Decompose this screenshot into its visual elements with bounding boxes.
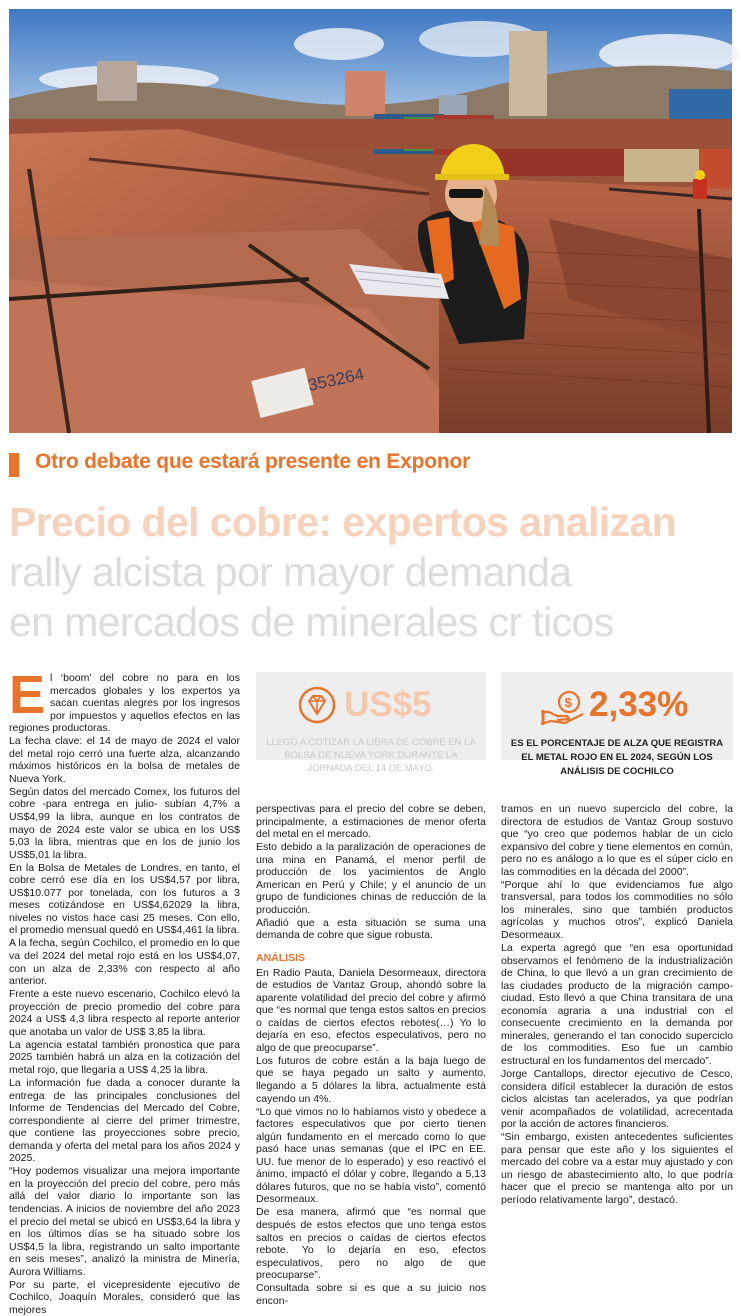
svg-text:$: $ [564,695,572,710]
article-paragraph: La agencia estatal también pronostica que para 2025 también habrá un alza en la cotización del metal rojo, que llegaría a US$ 4,25 la libra. [9,1038,240,1076]
stat-box-price [256,672,486,774]
article-paragraph: “Lo que vimos no lo habíamos visto y obedece a factores especulativos que por cierto tienen algún fundamento en el mercado como lo que pasó hace unas semanas (que el IPC en EE. UU. fue menor de lo esperado) y eso reactivó el ánimo, impactó el dólar y cobre, llegando a 5,13 dólares futuros, que no se había visto”, comentó Desormeaux. [256,1105,486,1206]
article-paragraph: Los futuros de cobre están a la baja luego de que se haya pegado un salto y aumento, llegando a 5 dólares la libra, actualmente está cayendo un 4%. [256,1054,486,1105]
article-paragraph: En Radio Pauta, Daniela Desormeaux, directora de estudios de Vantaz Group, ahondó sobre la aparente volatilidad del precio del cobre y afirmó que “es normal que tenga estos saltos en precios o caídas de ciertos efectos rebotes(…) Yo lo dejaría en eso, efectos especulativos, pero no algo de que preocuparse”. [256,966,486,1054]
drop-cap: E [9,665,46,725]
article-column-2 [256,803,486,1307]
article-paragraph: En la Bolsa de Metales de Londres, en tanto, el cobre cerró ese día en los US$4,57 por libra, US$10.077 por tonelada, con los futuros a 3 meses cotizándose en US$4,62029 la libra, niveles no vistos hace casi 25 meses. Con ello, el promedio mensual quedó en US$4,461 la libra. [9,861,240,937]
article-paragraph: “Sin embargo, existen antecedentes suficientes para pensar que este año y los siguientes el mercado del cobre va a estar muy ajustado y con un riesgo de abastecimiento alto, lo que podría hacer que el precio se mantenga alto por un período relativamente largo”, destacó. [501,1131,733,1206]
article-paragraph: Consultada sobre si es que a su juicio nos encon- [256,1282,486,1307]
article-paragraph: El ‘boom’ del cobre no para en los mercados globales y los expertos ya sacan cuentas alegres por los ingresos por impuestos y aquellos efectos en las regiones productoras. [9,665,240,735]
article-paragraph: Según datos del mercado Comex, los futuros del cobre -para entrega en julio- subían 4,7% a US$4,99 la libra, aunque en los contratos de mayo de 2024 este valor se ubica en los US$ 5,03 la libra, mientras que en los de junio los US$5,01 la libra. [9,785,240,861]
article-paragraph: A la fecha, según Cochilco, el promedio en lo que va del 2024 del metal rojo está en los US$4,07, con un alza de 2,33% con respecto al año anterior. [9,937,240,988]
article-paragraph: Jorge Cantallops, director ejecutivo de Cesco, considera difícil establecer la duración de estos ciclos alcistas tan acelerados, ya que podrían venir acompañados de volatilidad, acrecentada por la acción de actores financieros. [501,1067,733,1131]
section-title-analisis: ANÁLISIS [256,952,306,965]
hand-money-icon [539,690,587,726]
article-paragraph: perspectivas para el precio del cobre se deben, principalmente, a estimaciones de menor oferta del metal en el mercado. [256,803,486,841]
article-paragraph: Añadió que a esta situación se suma una demanda de cobre que sigue robusta. [256,916,486,942]
headline [9,497,733,647]
article-paragraph: “Porque ahí lo que evidenciamos fue algo transversal, para todos los commodities no sólo los minerales, sino que también productos agrícolas y muchos otros”, explicó Daniela Desormeaux. [501,878,733,941]
stat-box-percentage [501,672,733,777]
article-paragraph: La información fue dada a conocer durante la entrega de las principales conclusiones del Informe de Tendencias del Mercado del Cobre, correspondiente al cierre del primer trimestre, que contiene las proyecciones sobre precio, demanda y oferta del metal para los años 2024 y 2025. [9,1077,240,1165]
article-paragraph: tramos en un nuevo superciclo del cobre, la directora de estudios de Vantaz Group sostuvo que “yo creo que podemos hablar de un ciclo expansivo del cobre y tiene elementos en común, pero no es análogo a lo que es el súper ciclo en las commodities en la década del 2000”. [501,803,733,878]
article-column-1 [9,665,240,1316]
article-paragraph: “Hoy podemos visualizar una mejora importante en la proyección del precio del cobre, pero más allá del valor diario lo importante son las tendencias. A inicios de noviembre del año 2023 el precio del metal se ubicó en US$3,64 la libra y en los últimos días se ha situado sobre los US$4,5 la libra, registrando un salto importante en seis meses”, analizó la ministra de Minería, Aurora Williams. [9,1165,240,1278]
article-paragraph: Por su parte, el vicepresidente ejecutivo de Cochilco, Joaquín Morales, consideró que las mejores [9,1278,240,1316]
stat-description-percentage: ES EL PORCENTAJE DE ALZA QUE REGISTRA EL METAL ROJO EN EL 2024, SEGÚN LOS ANÁLISIS DE COCHILCO [510,738,724,777]
headline-line-3: en mercados de minerales cr ticos [9,599,614,645]
article-paragraph: La experta agregó que “en esa oportunidad observamos el fenómeno de la industrialización de China, lo que llevó a un gran crecimiento de las ciudades producto de la migración campo-ciudad. Esto llevó a que China transitara de una economía agraria a una industrial con el consecuente crecimiento en la demanda por minerales, generando el tan conocido superciclo de los commodities. Eso fue un cambio estructural en los fundamentos del mercado”. [501,942,733,1067]
kicker [9,452,732,478]
headline-line-1: Precio del cobre: expertos analizan [9,499,677,545]
article-photo [9,9,732,433]
stat-value-price: US$5 [344,685,432,724]
article-column-3 [501,803,733,1206]
kicker-text: Otro debate que estará presente en Exponor [35,450,471,473]
stat-description-price: LLEGÓ A COTIZAR LA LIBRA DE COBRE EN LA BOLSA DE NUEVA YORK DURANTE LA JORNADA DEL 14 DE MAYO. [266,737,476,774]
stat-value-percentage: 2,33% [589,685,689,724]
headline-line-2: rally alcista por mayor demanda [9,549,572,595]
article-paragraph: De esa manera, afirmó que “es normal que después de estos efectos que uno tenga estos saltos en precios o caídas de ciertos efectos rebote. Yo lo dejaría en eso, efectos especulativos, pero no algo de que preocuparse”. [256,1206,486,1282]
article-paragraph: Frente a este nuevo escenario, Cochilco elevó la proyección de precio promedio del cobre para 2024 a US$ 4,3 libra respecto al reporte anterior que anotaba un valor de US$ 3,85 la libra. [9,988,240,1038]
copper-coin-icon [298,686,336,724]
kicker-accent-bar [9,453,19,477]
article-paragraph: La fecha clave: el 14 de mayo de 2024 el valor del metal rojo cerró una fuerte alza, alcanzando máximos históricos en la bolsa de metales de Nueva York. [9,735,240,785]
cathode-number: 353264 [306,364,366,395]
copper-cathodes-port-image [9,9,732,433]
article-paragraph: Esto debido a la paralización de operaciones de una mina en Panamá, el menor perfil de producción de los yacimientos de Anglo American en Perú y Chile; y el anuncio de un grupo de fundiciones chinas de reducción de la producción. [256,841,486,916]
